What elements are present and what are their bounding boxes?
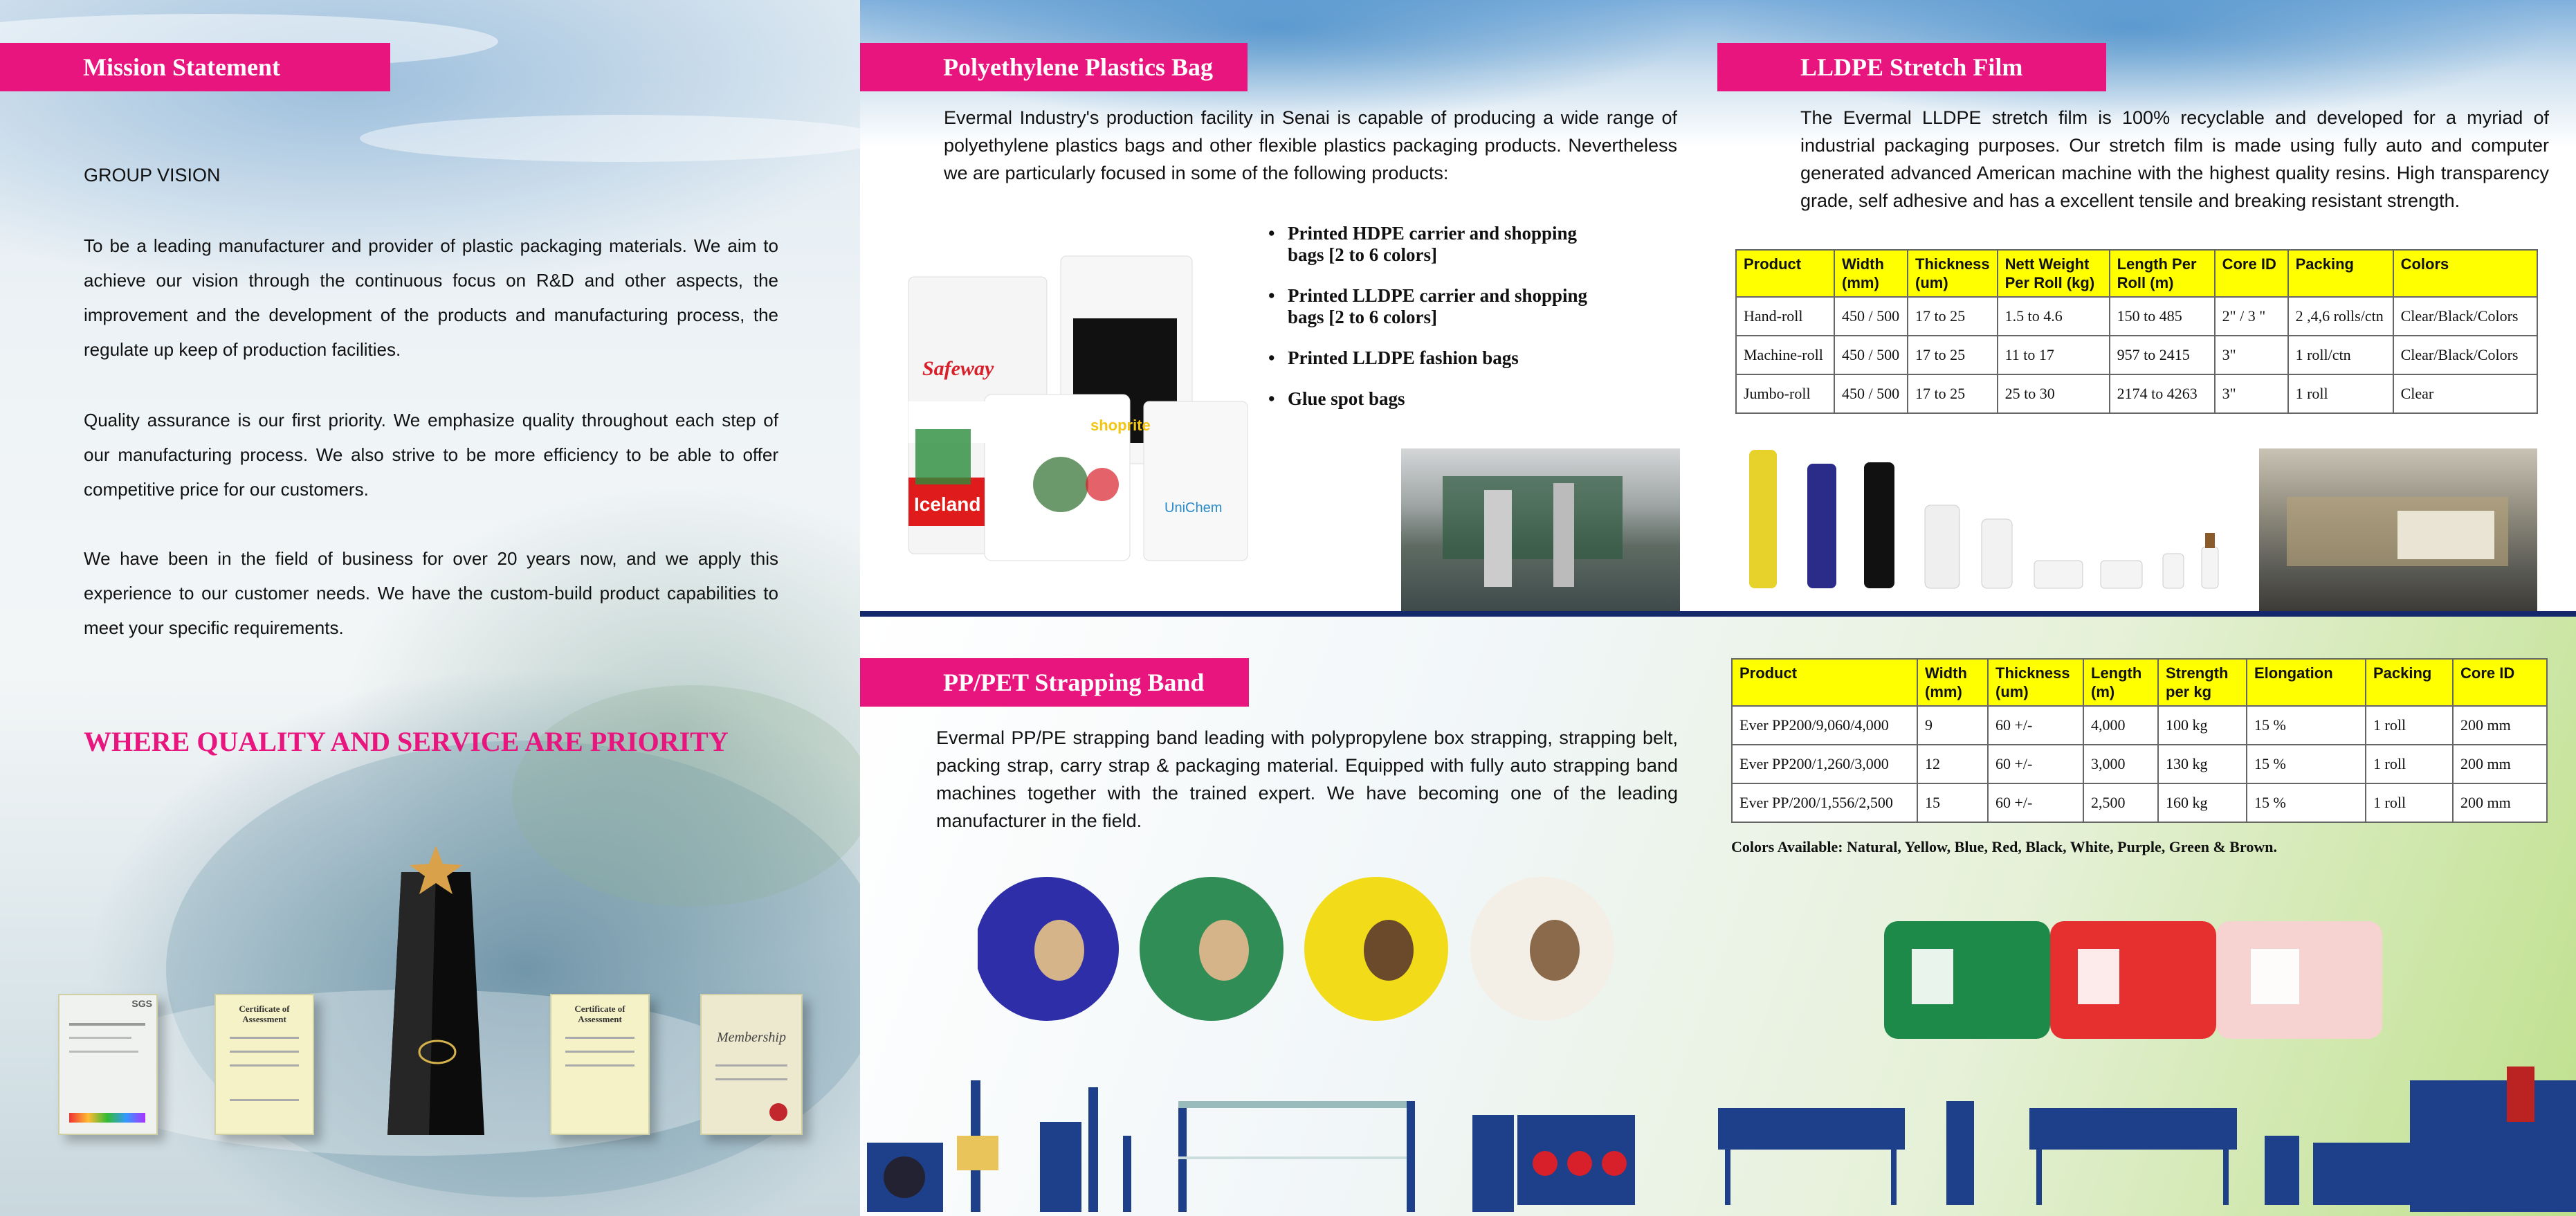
pe-bag-product-item: • Printed LLDPE fashion bags [1268,347,1614,369]
table-header-cell: Elongation [2247,659,2366,706]
lldpe-heading: LLDPE Stretch Film [1717,43,2106,91]
membership-title: Membership [717,1030,786,1045]
table-cell: 15 % [2247,706,2366,745]
table-cell: 100 kg [2158,706,2247,745]
table-cell: 17 to 25 [1908,336,1998,374]
table-cell: 9 [1917,706,1988,745]
table-header-cell: Packing [2288,250,2393,297]
shoprite-brand-text: shoprite [1090,417,1151,434]
section-divider [860,611,2576,617]
table-cell: 1 roll [2366,783,2453,822]
table-cell: Hand-roll [1736,297,1834,336]
safeway-brand-text: Safeway [922,357,994,380]
table-cell: Jumbo-roll [1736,374,1834,413]
table-cell: 3" [2215,336,2288,374]
table-cell: 1 roll [2366,745,2453,783]
table-row [1736,297,2537,336]
table-cell: 200 mm [2453,745,2547,783]
table-cell: 25 to 30 [1998,374,2110,413]
table-header-cell: Product [1732,659,1917,706]
table-cell: 15 [1917,783,1988,822]
membership-certificate-image [700,994,803,1135]
bag-factory-photo [1401,448,1680,611]
table-cell: 957 to 2415 [2110,336,2215,374]
mission-panel [0,0,860,1216]
table-row [1732,706,2547,745]
table-cell: Clear [2393,374,2537,413]
certificate-of-assessment-1-image [214,994,314,1135]
table-header-row [1732,659,2547,706]
table-cell: 200 mm [2453,783,2547,822]
table-cell: 450 / 500 [1834,336,1908,374]
group-vision-label: GROUP VISION [84,165,221,185]
pe-bag-product-item: • Printed HDPE carrier and shopping bags [2 to 6 colors] [1268,223,1614,266]
table-cell: 1 roll [2366,706,2453,745]
table-cell: Ever PP200/1,260/3,000 [1732,745,1917,783]
table-cell: 1 roll/ctn [2288,336,2393,374]
pe-bag-product-item: • Printed LLDPE carrier and shopping bags [2 to 6 colors] [1268,285,1614,328]
pe-bag-panel [860,0,1717,612]
mission-paragraph-2: Quality assurance is our first priority. We emphasize quality throughout each step of our manufacturing process. We also strive to be more efficiency to be able to offer competitive price for our customers. [84,410,778,500]
table-cell: 12 [1917,745,1988,783]
iceland-brand-text: Iceland [914,493,981,515]
lldpe-spec-table [1735,249,2538,414]
table-cell: 3" [2215,374,2288,413]
boxed-strapping-rolls-image [1884,921,2389,1046]
strapping-heading: PP/PET Strapping Band [860,658,1249,707]
lldpe-intro: The Evermal LLDPE stretch film is 100% recyclable and developed for a myriad of industrial packaging purposes. Our stretch film is made using fully auto and computer generated advanced American machine with the highest quality resins. High transparency grade, self adhesive and has a excellent tensile and breaking resistant strength. [1800,107,2549,211]
stretch-film-rolls-image [1745,443,2243,595]
strapping-machinery-image [860,1060,2576,1216]
strapping-spec-table [1731,658,2548,823]
table-header-cell: Core ID [2453,659,2547,706]
table-cell: 1.5 to 4.6 [1998,297,2110,336]
table-header-cell: Width (mm) [1834,250,1908,297]
table-header-cell: Core ID [2215,250,2288,297]
table-cell: 2174 to 4263 [2110,374,2215,413]
certificate-2-title: Certificate of Assessment [574,1004,625,1024]
table-cell: 17 to 25 [1908,297,1998,336]
table-cell: 450 / 500 [1834,374,1908,413]
table-cell: Ever PP200/9,060/4,000 [1732,706,1917,745]
unichem-brand-text: UniChem [1164,500,1223,516]
award-trophy-image [374,844,498,1142]
table-cell: 15 % [2247,745,2366,783]
table-cell: Clear/Black/Colors [2393,297,2537,336]
mission-paragraph-3: We have been in the field of business for over 20 years now, and we apply this experience to our customer needs. We have the custom-build product capabilities to meet your specific requirements. [84,548,778,638]
table-cell: 2" / 3 " [2215,297,2288,336]
table-header-cell: Thickness (um) [1988,659,2083,706]
table-header-cell: Nett Weight Per Roll (kg) [1998,250,2110,297]
table-header-cell: Length Per Roll (m) [2110,250,2215,297]
table-cell: 160 kg [2158,783,2247,822]
mission-heading: Mission Statement [0,43,390,91]
pe-bag-product-list [1268,223,1614,429]
table-cell: 450 / 500 [1834,297,1908,336]
sgs-logo-text: SGS [131,998,152,1009]
table-row [1732,745,2547,783]
certificate-1-title: Certificate of Assessment [239,1004,290,1024]
table-header-cell: Product [1736,250,1834,297]
strapping-panel [860,617,2576,1216]
table-cell: 3,000 [2083,745,2158,783]
certificate-of-assessment-2-image [550,994,650,1135]
table-header-cell: Strength per kg [2158,659,2247,706]
table-cell: 200 mm [2453,706,2547,745]
table-cell: 11 to 17 [1998,336,2110,374]
table-cell: 60 +/- [1988,706,2083,745]
lldpe-panel [1717,0,2576,612]
strapping-colors-note: Colors Available: Natural, Yellow, Blue, Red, Black, White, Purple, Green & Brown. [1731,838,2277,855]
pe-bag-intro: Evermal Industry's production facility in Senai is capable of producing a wide range of polyethylene plastics bags and other flexible plastics packaging products. Nevertheless we are particularly focused in some of the following products: [944,107,1677,183]
table-cell: 4,000 [2083,706,2158,745]
sgs-certificate-image [58,994,158,1135]
table-header-cell: Length (m) [2083,659,2158,706]
table-cell: 2 ,4,6 rolls/ctn [2288,297,2393,336]
table-header-cell: Width (mm) [1917,659,1988,706]
table-cell: 17 to 25 [1908,374,1998,413]
table-header-cell: Thickness (um) [1908,250,1998,297]
table-row [1736,374,2537,413]
table-cell: Clear/Black/Colors [2393,336,2537,374]
table-header-cell: Colors [2393,250,2537,297]
stretch-film-machine-photo [2259,448,2537,611]
table-row [1732,783,2547,822]
table-cell: 2,500 [2083,783,2158,822]
strapping-intro: Evermal PP/PE strapping band leading with polypropylene box strapping, strapping belt, packing strap, carry strap & packaging material. Equipped with fully auto strapping band machines together with the trained expert. We have becoming one of the leading manufacturer in the field. [936,727,1678,831]
table-cell: Machine-roll [1736,336,1834,374]
table-cell: 150 to 485 [2110,297,2215,336]
table-cell: 130 kg [2158,745,2247,783]
table-cell: 60 +/- [1988,745,2083,783]
table-cell: 1 roll [2288,374,2393,413]
table-row [1736,336,2537,374]
mission-paragraph-1: To be a leading manufacturer and provider of plastic packaging materials. We aim to achieve our vision through the continuous focus on R&D and other aspects, the improvement and the development of the products and manufacturing process, the regulate up keep of production facilities. [84,235,778,360]
table-cell: Ever PP/200/1,556/2,500 [1732,783,1917,822]
table-header-cell: Packing [2366,659,2453,706]
table-header-row [1736,250,2537,297]
quality-slogan: WHERE QUALITY AND SERVICE ARE PRIORITY [84,726,729,757]
pe-bag-heading: Polyethylene Plastics Bag [860,43,1248,91]
table-cell: 15 % [2247,783,2366,822]
table-cell: 60 +/- [1988,783,2083,822]
pe-bag-product-item: • Glue spot bags [1268,388,1614,410]
strapping-rolls-image [978,874,1621,1026]
